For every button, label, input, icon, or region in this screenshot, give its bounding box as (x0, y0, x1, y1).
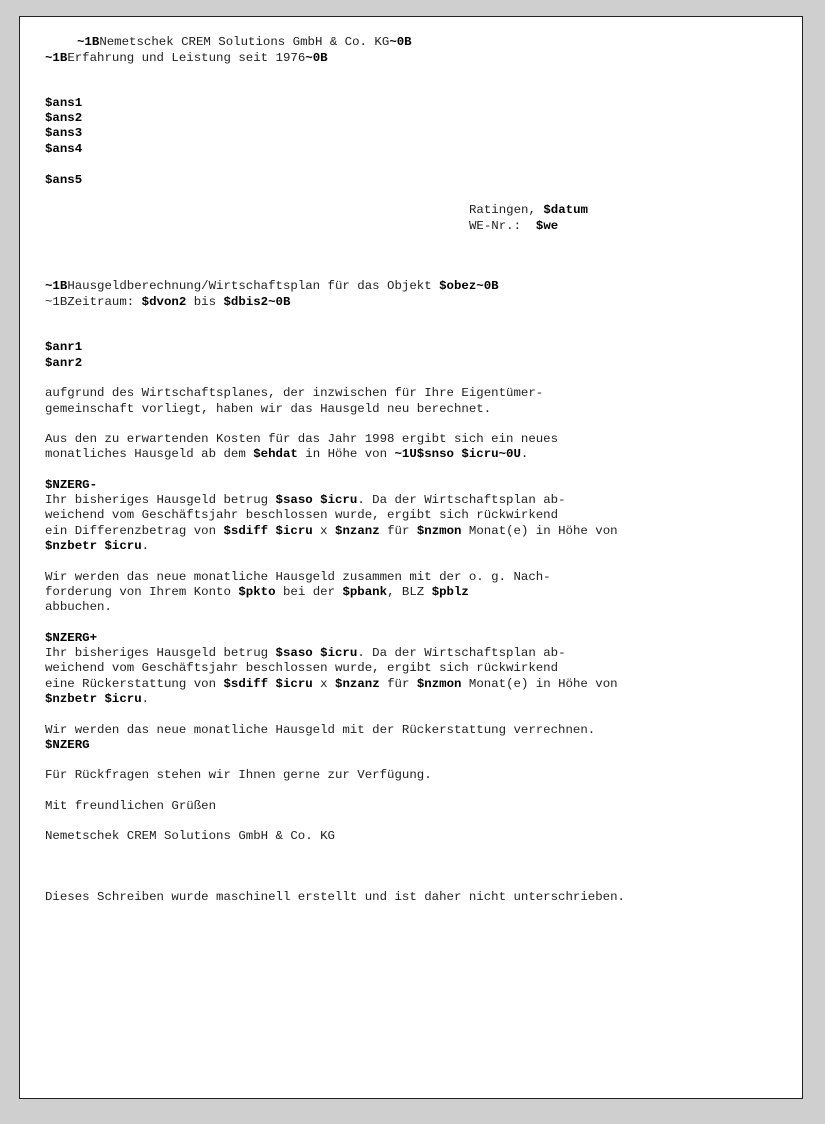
we-label: WE-Nr.: (469, 219, 536, 233)
para2-line-2 (45, 447, 528, 462)
nzerg-plus-tag: $NZERG+ (45, 631, 98, 645)
text: Monat(e) in Höhe von (461, 677, 618, 691)
period-label: ~1BZeitraum: (45, 295, 142, 309)
nzbetr-variable: $nzbetr $icru (45, 692, 142, 706)
company-name: Nemetschek CREM Solutions GmbH & Co. KG (99, 35, 390, 49)
we-number-line (469, 219, 558, 234)
text: . (141, 692, 150, 706)
city: Ratingen, (469, 203, 544, 217)
from-variable: $dvon2 (141, 295, 187, 309)
period-separator: bis (186, 295, 224, 309)
date-variable: $datum (543, 203, 588, 217)
text: Monat(e) in Höhe von (461, 524, 618, 538)
nzerg-plus-line-4 (45, 692, 149, 707)
letterhead-tagline-line (45, 51, 328, 66)
text: eine Rückerstattung von (45, 677, 224, 691)
to-variable: $dbis2~0B (223, 295, 291, 309)
place-date-line (469, 203, 588, 218)
subject-line (45, 279, 499, 294)
subject-text: Hausgeldberechnung/Wirtschaftsplan für das Objekt (67, 279, 440, 293)
text: . Da der Wirtschaftsplan ab- (357, 646, 566, 660)
nzanz-variable: $nzanz (335, 524, 380, 538)
greeting-line: Mit freundlichen Grüßen (45, 799, 217, 813)
nzerg-minus-line-2: weichend vom Geschäftsjahr beschlossen wurde, ergibt sich rückwirkend (45, 508, 559, 522)
nzerg-plus-line-3 (45, 677, 618, 692)
text: ein Differenzbetrag von (45, 524, 224, 538)
text: monatliches Hausgeld ab dem (45, 447, 254, 461)
nzerg-minus-line-3 (45, 524, 618, 539)
period-line (45, 295, 290, 310)
closing-company-line: Nemetschek CREM Solutions GmbH & Co. KG (45, 829, 335, 843)
machine-note-line: Dieses Schreiben wurde maschinell erstellt und ist daher nicht unterschrieben. (45, 890, 625, 904)
pbank-variable: $pbank (342, 585, 388, 599)
salutation-line-2: $anr2 (45, 356, 83, 370)
text: x (312, 524, 336, 538)
nzerg-minus-tag: $NZERG- (45, 478, 98, 492)
nzerg-minus-line-4 (45, 539, 149, 554)
offset-line: Wir werden das neue monatliche Hausgeld mit der Rückerstattung verrechnen. (45, 723, 596, 737)
address-line-1: $ans1 (45, 96, 83, 110)
text: Ihr bisheriges Hausgeld betrug (45, 493, 276, 507)
letterhead-company-line (45, 35, 412, 50)
text: . Da der Wirtschaftsplan ab- (357, 493, 566, 507)
saso-variable: $saso $icru (275, 493, 358, 507)
object-variable: $obez~0B (439, 279, 499, 293)
sdiff-variable: $sdiff $icru (223, 524, 313, 538)
para1-line-2: gemeinschaft vorliegt, haben wir das Hausgeld neu berechnet. (45, 402, 492, 416)
pblz-variable: $pblz (431, 585, 469, 599)
para2-line-1: Aus den zu erwartenden Kosten für das Jahr 1998 ergibt sich ein neues (45, 432, 559, 446)
nzerg-plus-line-1 (45, 646, 566, 661)
address-line-2: $ans2 (45, 111, 83, 125)
text: forderung von Ihrem Konto (45, 585, 239, 599)
we-variable: $we (535, 219, 559, 233)
salutation-line-1: $anr1 (45, 340, 83, 354)
amount-variable: ~1U$snso $icru~0U (394, 447, 521, 461)
debit-line-2 (45, 585, 469, 600)
text: , BLZ (387, 585, 432, 599)
text: Ihr bisheriges Hausgeld betrug (45, 646, 276, 660)
address-line-5: $ans5 (45, 173, 83, 187)
nzmon-variable: $nzmon (416, 677, 462, 691)
text: in Höhe von (297, 447, 395, 461)
control-code: ~0B (305, 51, 328, 65)
tagline: Erfahrung und Leistung seit 1976 (67, 51, 306, 65)
address-line-3: $ans3 (45, 126, 83, 140)
debit-line-1: Wir werden das neue monatliche Hausgeld zusammen mit der o. g. Nach- (45, 570, 551, 584)
para1-line-1: aufgrund des Wirtschaftsplanes, der inzwischen für Ihre Eigentümer- (45, 386, 544, 400)
control-code: ~1B (77, 35, 100, 49)
nzanz-variable: $nzanz (335, 677, 380, 691)
nzbetr-variable: $nzbetr $icru (45, 539, 142, 553)
address-line-4: $ans4 (45, 142, 83, 156)
text: x (312, 677, 336, 691)
letter-template (45, 17, 625, 904)
letter-page (19, 16, 803, 1099)
control-code: ~1B (45, 279, 68, 293)
questions-line: Für Rückfragen stehen wir Ihnen gerne zur Verfügung. (45, 768, 432, 782)
saso-variable: $saso $icru (275, 646, 358, 660)
nzmon-variable: $nzmon (416, 524, 462, 538)
ehdat-variable: $ehdat (253, 447, 298, 461)
text: für (379, 677, 417, 691)
sdiff-variable: $sdiff $icru (223, 677, 313, 691)
pkto-variable: $pkto (238, 585, 276, 599)
text: . (520, 447, 529, 461)
text: . (141, 539, 150, 553)
debit-line-3: abbuchen. (45, 600, 112, 614)
text: bei der (275, 585, 343, 599)
control-code: ~1B (45, 51, 68, 65)
text: für (379, 524, 417, 538)
control-code: ~0B (389, 35, 412, 49)
nzerg-plus-line-2: weichend vom Geschäftsjahr beschlossen wurde, ergibt sich rückwirkend (45, 661, 559, 675)
nzerg-end-tag: $NZERG (45, 738, 90, 752)
nzerg-minus-line-1 (45, 493, 566, 508)
